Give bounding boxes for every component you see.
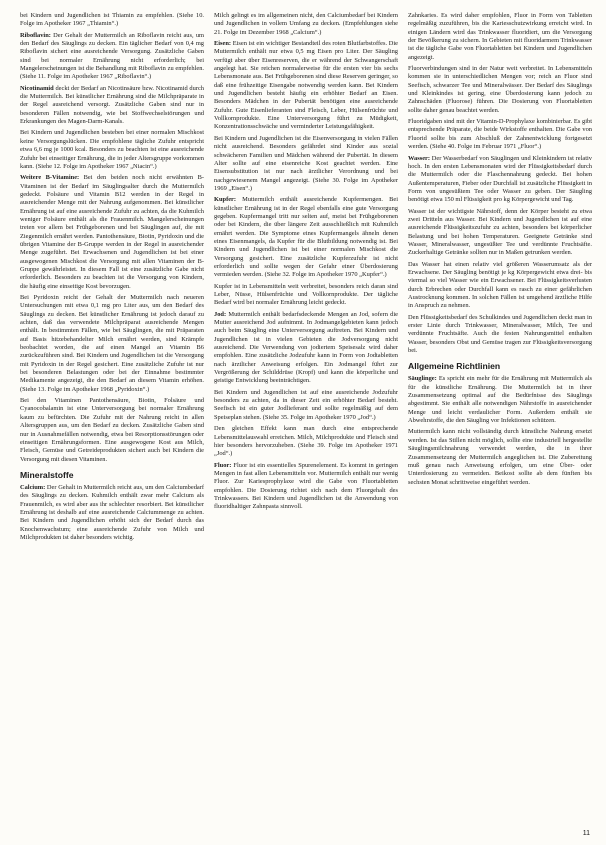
paragraph-text: Eisen ist ein wichtiger Bestandteil des roten Blutfarbstoffes. Die Muttermilch enthält nur etwa 0,5 mg Eisen pro Liter. Der Säugling verfügt aber über Eisenreserven, die er während der Schwangerschaft angelegt hat. Sie reichen normalerweise für die ersten vier bis sechs Lebensmonate aus. Bei Frühgeborenen sind diese Reserven geringer, so daß eine frühzeitige Eisengabe notwendig werden kann. Bei Kindern und Jugendlichen besteht häufig ein erhöhter Bedarf an Eisen. Besonders Mädchen in der Pubertät benötigen eine ausreichende Zufuhr. Gute Eisenlieferanten sind Fleisch, Leber, Hülsenfrüchte und Vollkornprodukte. Eine Unterversorgung führt zu Müdigkeit, Konzentrationsschwäche und verminderter Leistungsfähigkeit.: [214, 40, 398, 131]
column-2: [214, 12, 398, 824]
paragraph-text: Muttermilch enthält bedarfsdeckende Mengen an Jod, sofern die Mutter ausreichend Jod aufnimmt. In Jodmangelgebieten kann jedoch auch beim Säugling eine Unterversorgung auftreten. Bei Kindern und Jugendlichen ist in vielen Gebieten die Jodversorgung nicht ausreichend. Die Verwendung von jodiertem Speisesalz wird daher empfohlen. Eine zusätzliche Jodzufuhr kann in Form von Jodtabletten nach ärztlicher Anweisung erfolgen. Ein Jodmangel führt zur Vergrößerung der Schilddrüse (Kropf) und kann die körperliche und geistige Entwicklung beeinträchtigen.: [214, 310, 398, 385]
paragraph-text: Es spricht ein mehr für die Ernährung mit Muttermilch als für die künstliche Ernährung. Die Muttermilch ist in ihrer Zusammensetzung optimal auf die Bedürfnisse des Säuglings abgestimmt. Sie enthält alle notwendigen Nährstoffe in ausreichender Menge und leicht verdaulicher Form. Außerdem enthält sie Abwehrstoffe, die den Säugling vor Infektionen schützen.: [408, 375, 592, 425]
paragraph: [20, 85, 204, 127]
paragraph-text: Fluoridgaben sind mit der Vitamin-D-Prophylaxe kombinierbar. Es gibt entsprechende Präparate, die beide Wirkstoffe enthalten. Die Gabe von Fluorid sollte bis zum Abschluß der Zahnentwicklung fortgesetzt werden. (Siehe 40. Folge im Februar 1971 „Fluor“.): [408, 118, 592, 151]
paragraph: [20, 397, 204, 464]
paragraph: [20, 129, 204, 171]
paragraph-text: Der Gehalt in Muttermilch reicht aus, um den Calciumbedarf des Säuglings zu decken. Kuhmilch enthält zwar mehr Calcium als Frauenmilch, es wird aber aus ihr schlechter resorbiert. Bei künstlicher Ernährung ist deshalb auf eine ausreichende Calciummenge zu achten. Bei Kindern und Jugendlichen erhöht sich der Bedarf durch das Knochenwachstum; eine ausreichende Zufuhr von Milch und Milchprodukten ist daher besonders wichtig.: [20, 483, 204, 541]
paragraph-lead: Nicotinamid: [20, 84, 54, 92]
paragraph-text: Bei Kindern und Jugendlichen besteben bei einer normalen Mischkost keine Versorgungslücken. Die empfohlene tägliche Zufuhr entspricht etwa 6,6 mg je 1000 kcal. Besonders zu beachten ist eine ausreichende Zufuhr bei einseitiger Ernährung, die in jeder Altersgruppe vorkommen kann. (Siehe 12. Folge im Apotheker 1967 „Niacin“.): [20, 129, 204, 170]
paragraph-lead: Kupfer:: [214, 196, 237, 204]
paragraph: [408, 118, 592, 151]
paragraph-text: Muttermilch enthält ausreichende Kupfermengen. Bei künstlicher Ernährung ist in der Regel ebenfalls eine gute Versorgung gegeben. Kupfermangel tritt nur selten auf, meist bei Frühgeborenen oder bei Kindern, die über längere Zeit ausschließlich mit Kuhmilch ernährt werden. Die Symptome eines Kupfermangels ähneln denen eines Eisenmangels, da Kupfer für die Blutbildung notwendig ist. Bei Kindern und Jugendlichen ist bei einer normalen Mischkost die Versorgung gesichert. Eine zusätzliche Kupferzufuhr ist nicht erforderlich und sollte wegen der Gefahr einer Überdosierung vermieden werden. (Siehe 32. Folge im Apotheker 1970 „Kupfer“.): [214, 196, 398, 279]
paragraph-lead: Jod:: [214, 310, 227, 318]
paragraph: [214, 389, 398, 422]
paragraph-lead: Wasser:: [408, 154, 431, 162]
paragraph: [408, 428, 592, 486]
paragraph: [214, 283, 398, 308]
paragraph-text: deckt der Bedarf an Nicotinsäure bzw. Nicotinamid durch die Muttermilch. Bei künstlicher Ernährung sind die Milchpräparate in der Regel ausreichend versorgt. Zusätzliche Gaben sind nur in besonderen Fällen notwendig, wie bei Stoffwechselstörungen und Erkrankungen des Magen-Darm-Kanals.: [20, 84, 204, 126]
paragraph-text: Milch gelingt es im allgemeinen nicht, den Calciumbedarf bei Kindern und Jugendlichen in vollem Umfang zu decken. (Empfehlungen siehe 21. Folge im Dezember 1968 „Calcium“.): [214, 12, 398, 36]
paragraph: [408, 314, 592, 356]
paragraph-text: Bei Kindern und Jugendlichen ist die Eisenversorgung in vielen Fällen nicht ausreichend. Besonders gefährdet sind Kinder aus sozial schwächeren Familien und Mädchen während der Pubertät. In diesem Alter sollte auf eine eisenreiche Kost geachtet werden. Eine Eisensubstitution ist nur nach ärztlicher Verordnung und bei nachgewiesenem Mangel angezeigt. (Siehe 30. Folge im Apotheker 1969 „Eisen“.): [214, 134, 398, 192]
paragraph-text: Bei den Vitaminen Pantothensäure, Biotin, Folsäure und Cyanocobalamin ist eine Unterversorgung bei normaler Ernährung kaum zu befürchten. Die Zufuhr mit der Nahrung reicht in allen Altersgruppen aus, um den Bedarf zu decken. Zusätzliche Gaben sind nur in Ausnahmefällen notwendig, etwa bei Resorptionsstörungen oder einseitigen Ernährungsformen. Eine ausgewogene Kost aus Milch, Fleisch, Gemüse und Getreideprodukten sichert auch bei Kindern die Versorgung mit diesen Vitaminen.: [20, 397, 204, 463]
paragraph: [20, 32, 204, 82]
column-1: [20, 12, 204, 824]
paragraph-text: Den Flüssigkeitsbedarf des Schulkindes und Jugendlichen deckt man in erster Linie durch Trinkwasser, Mineralwasser, Milch, Tee und verdünnte Fruchtsäfte. Auch die festen Nahrungsmittel enthalten Wasser, besonders Obst und Gemüse tragen zur Flüssigkeitsversorgung bei.: [408, 313, 592, 355]
paragraph: [214, 311, 398, 386]
text-columns: [20, 12, 592, 824]
paragraph: [408, 12, 592, 62]
paragraph-text: bei Kindern und Jugendlichen ist Thiamin zu empfehlen. (Siehe 10. Folge im Apotheker 1967 „Thiamin“.): [20, 12, 204, 28]
paragraph-text: Wasser ist der wichtigste Nährstoff, denn der Körper besteht zu etwa zwei Dritteln aus Wasser. Bei Kindern und Jugendlichen ist auf eine ausreichende Flüssigkeitszufuhr zu achten, besonders bei körperlicher Belastung und bei hohen Temperaturen. Geeignete Getränke sind Wasser, Mineralwasser, ungesüßter Tee und verdünnte Fruchtsäfte. Zuckerhaltige Getränke sollten nur in Maßen getrunken werden.: [408, 207, 592, 257]
paragraph-text: Fluor ist ein essentielles Spurenelement. Es kommt in geringen Mengen in fast allen Lebensmitteln vor. Muttermilch enthält nur wenig Fluor. Zur Kariesprophylaxe wird die Gabe von Fluortabletten empfohlen. Die Dosierung richtet sich nach dem Fluorgehalt des Trinkwassers. Bei Kindern und Jugendlichen ist die Anwendung von fluoridhaltiger Zahnpasta sinnvoll.: [214, 461, 398, 511]
paragraph: [214, 462, 398, 512]
paragraph: [214, 425, 398, 458]
paragraph: [20, 484, 204, 542]
paragraph-lead: Eisen:: [214, 40, 232, 48]
paragraph-text: Kupfer ist in Lebensmitteln weit verbreitet, besonders reich daran sind Leber, Nüsse, Hülsenfrüchte und Vollkornprodukte. Der tägliche Bedarf wird bei normaler Ernährung leicht gedeckt.: [214, 282, 398, 307]
paragraph-lead: Calcium:: [20, 483, 46, 491]
column-3: [408, 12, 592, 824]
paragraph-text: Bei Pyridoxin reicht der Gehalt der Muttermilch nach neueren Untersuchungen mit etwa 0,1 mg pro Liter aus, um den Bedarf des Säuglings zu decken. Bei künstlicher Ernährung ist jedoch darauf zu achten, daß das verwendete Milchpräparat ausreichende Mengen enthält. In bestimmten Fällen, wie bei Säuglingen, die mit Präparaten auf Basis hitzebehandelter Milch ernährt werden, sind Krämpfe beobachtet worden, die auf einen Mangel an Vitamin B6 zurückzuführen sind. Bei Kindern und Jugendlichen ist die Versorgung mit Pyridoxin in der Regel gesichert. Eine zusätzliche Zufuhr ist nur bei besonderen Belastungen oder bei der Einnahme bestimmter Medikamente angezeigt, die den Bedarf an diesem Vitamin erhöhen. (Siehe 13. Folge im Apotheker 1968 „Pyridoxin“.): [20, 294, 204, 393]
paragraph-lead: Säuglinge:: [408, 375, 437, 383]
paragraph: [20, 174, 204, 291]
paragraph: [214, 12, 398, 37]
page-number: 11: [582, 830, 590, 837]
paragraph: [408, 65, 592, 115]
paragraph: [408, 375, 592, 425]
paragraph-text: Zahnkaries. Es wird daher empfohlen, Fluor in Form von Tabletten regelmäßig zuzuführen, bis die Kariesschutzwirkung erreicht wird. In einigen Ländern wird das Trinkwasser fluoridiert, um die Versorgung der Bevölkerung zu sichern. In Gebieten mit fluoridarmem Trinkwasser ist die tägliche Gabe von Fluortabletten bei Kindern und Jugendlichen angezeigt.: [408, 12, 592, 61]
paragraph-lead: Weitere B-Vitamine:: [20, 174, 80, 182]
paragraph-text: Bei den beiden noch nicht erwähnten B-Vitaminen ist der Bedarf im Säuglingsalter durch die Muttermilch gedeckt. Folsäure und Vitamin B12 werden in der Regel in ausreichender Menge mit der Nahrung aufgenommen. Bei künstlicher Ernährung ist auf eine ausreichende Zufuhr zu achten, da die Kuhmilch weniger Folsäure enthält als die Frauenmilch. Mangelerscheinungen treten vor allem bei Frühgeborenen und bei Säuglingen auf, die mit Ziegenmilch ernährt werden. Pantothensäure, Biotin, Pyridoxin und die übrigen Vitamine der B-Gruppe werden in der Regel in ausreichender Menge zugeführt. Bei Erwachsenen und Jugendlichen ist bei einer ausgewogenen Mischkost die Versorgung mit allen Vitaminen der B-Gruppe gewährleistet. In diesem Fall ist eine zusätzliche Gabe nicht erforderlich. Besonders zu beachten ist die Versorgung von Kindern, die häufig eine einseitige Kost bevorzugen.: [20, 174, 204, 290]
paragraph-text: Der Gehalt der Muttermilch an Riboflavin reicht aus, um den Bedarf des Säuglings zu decken. Ein täglicher Bedarf von 0,4 mg Riboflavin sichert eine ausreichende Versorgung. Zusätzliche Gaben sind bei normaler Ernährung nicht erforderlich; bei Mangelerscheinungen ist die Behandlung mit Riboflavin zu empfehlen. (Siehe 11. Folge im Apotheker 1967 „Riboflavin“.): [20, 31, 204, 81]
paragraph: [20, 12, 204, 29]
paragraph: [408, 155, 592, 205]
paragraph: [408, 261, 592, 311]
paragraph-text: Der Wasserbedarf von Säuglingen und Kleinkindern ist relativ hoch. In den ersten Lebensmonaten wird der Flüssigkeitsbedarf durch die Muttermilch oder die Flaschennahrung gedeckt. Bei hohen Außentemperaturen, Fieber oder Durchfall ist zusätzliche Flüssigkeit in Form von ungesüßtem Tee oder Wasser zu geben. Der Säugling benötigt etwa 150 ml Flüssigkeit pro kg Körpergewicht und Tag.: [408, 154, 592, 204]
paragraph-text: Fluorverbindungen sind in der Natur weit verbreitet. In Lebensmitteln kommen sie in unterschiedlichen Mengen vor; reich an Fluor sind Seefisch, schwarzer Tee und Mineralwässer. Der Bedarf des Säuglings und Kleinkindes ist gering, eine Überdosierung kann jedoch zu Zahnschäden (Fluorose) führen. Die Dosierung von Fluortabletten sollte daher genau beachtet werden.: [408, 65, 592, 114]
paragraph: [408, 208, 592, 258]
paragraph-text: Bei Kindern und Jugendlichen ist auf eine ausreichende Jodzufuhr besonders zu achten, da in dieser Zeit ein erhöhter Bedarf besteht. Seefisch ist ein guter Jodlieferant und sollte regelmäßig auf dem Speiseplan stehen. (Siehe 35. Folge im Apotheker 1970 „Jod“.): [214, 388, 398, 421]
section-heading: Allgemeine Richtlinien: [408, 361, 501, 372]
paragraph: [214, 135, 398, 193]
paragraph: [20, 294, 204, 394]
paragraph-text: Muttermilch kann nicht vollständig durch künstliche Nahrung ersetzt werden. Ist das Stillen nicht möglich, sollte eine industriell hergestellte Säuglingsmilchnahrung verwendet werden, die in ihrer Zusammensetzung der Muttermilch angeglichen ist. Die Zubereitung muß genau nach Anweisung erfolgen, um eine Über- oder Unterdosierung zu vermeiden. Beikost sollte ab dem fünften bis sechsten Monat schrittweise eingeführt werden.: [408, 428, 592, 486]
paragraph: [214, 40, 398, 132]
paragraph: [214, 196, 398, 279]
paragraph-lead: Fluor:: [214, 461, 232, 469]
paragraph-lead: Riboflavin:: [20, 31, 51, 39]
paragraph-text: Den gleichen Effekt kann man durch eine entsprechende Lebensmittelauswahl erreichen. Milch, Milchprodukte und Fleisch sind hier besonders hervorzuheben. (Siehe 39. Folge im Apotheker 1971 „Jod“.): [214, 425, 398, 458]
paragraph-text: Das Wasser hat einen relativ viel größeren Wasserumsatz als der Erwachsene. Der Säugling benötigt je kg Körpergewicht etwa drei- bis viermal so viel Wasser wie ein Erwachsener. Bei Flüssigkeitsverlusten durch Erbrechen oder Durchfall kann es rasch zu einer gefährlichen Austrocknung kommen. In solchen Fällen ist umgehend ärztliche Hilfe in Anspruch zu nehmen.: [408, 260, 592, 310]
section-heading: Mineralstoffe: [20, 469, 74, 480]
